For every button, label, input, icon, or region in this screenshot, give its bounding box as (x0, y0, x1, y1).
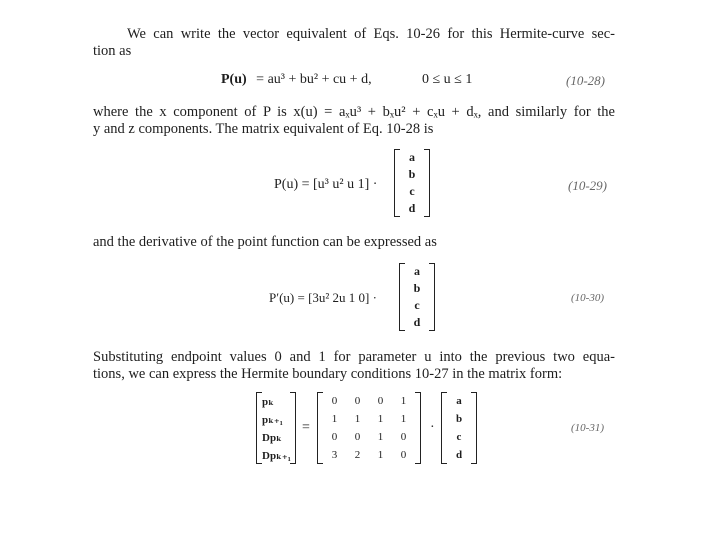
matrix-cell: 0 (400, 431, 407, 443)
matrix-cell: 1 (354, 413, 361, 425)
eq31-rhs-entry-a: a (456, 395, 462, 407)
matrix-cell: 0 (331, 395, 338, 407)
matrix-row-1 (323, 395, 415, 407)
matrix-cell: 0 (354, 431, 361, 443)
eq29-entry-b: b (408, 167, 416, 181)
subst-line-2: tions, we can express the Hermite boundary conditions 10-27 in the matrix form: (93, 366, 563, 382)
eq28-number: (10-28) (566, 73, 605, 88)
substituting-paragraph (93, 349, 615, 383)
eq29-number: (10-29) (568, 178, 607, 193)
subst-line-1: Substituting endpoint values 0 and 1 for parameter u into the previous two equa- (93, 349, 615, 365)
eq29-entry-d: d (408, 201, 416, 215)
eq31-rhs-vector (441, 392, 477, 464)
eq31-lhs-entries (262, 392, 291, 464)
matrix-cell: 0 (400, 449, 407, 461)
eq29-column-vector (394, 149, 430, 217)
matrix-row-3 (323, 431, 415, 443)
eq31-lhs-entry-4: Dpₖ₊₁ (262, 449, 291, 462)
eq30-entry-d: d (413, 315, 421, 329)
matrix-cell: 2 (354, 449, 361, 461)
eq30-entry-b: b (413, 281, 421, 295)
eq31-lhs-entry-3: Dpₖ (262, 431, 282, 444)
eq31-number: (10-31) (571, 422, 604, 434)
intro-line-1: We can write the vector equivalent of Eqs. 10-26 for this Hermite-curve sec- (127, 26, 615, 42)
matrix-cell: 1 (377, 413, 384, 425)
eq31-lhs-vector (256, 392, 296, 464)
eq29-entry-c: c (409, 184, 415, 198)
intro-paragraph (93, 26, 615, 60)
matrix-cell: 1 (377, 449, 384, 461)
eq30-number: (10-30) (571, 292, 604, 304)
matrix-cell: 0 (377, 395, 384, 407)
eq31-equals: = (302, 420, 310, 435)
where-paragraph (93, 104, 615, 138)
eq31-rhs-entry-c: c (456, 431, 462, 443)
matrix-cell: 1 (400, 413, 407, 425)
right-bracket (424, 149, 430, 217)
right-bracket (290, 392, 296, 464)
eq31-dot: · (430, 420, 435, 435)
eq28-rhs: = au³ + bu² + cu + d, (256, 72, 372, 87)
eq31-matrix-body (323, 392, 415, 464)
eq30-entry-a: a (414, 264, 420, 278)
derivative-paragraph (93, 234, 615, 251)
equation-10-28 (221, 72, 372, 88)
matrix-cell: 3 (331, 449, 338, 461)
eq28-range: 0 ≤ u ≤ 1 (422, 72, 473, 87)
eq31-rhs-entry-b: b (455, 413, 463, 425)
matrix-row-4 (323, 449, 415, 461)
right-bracket (429, 263, 435, 331)
eq31-lhs-entry-2: pₖ₊₁ (262, 413, 283, 426)
eq30-entry-c: c (414, 298, 420, 312)
deriv-line-1: and the derivative of the point function can be expressed as (93, 234, 437, 250)
eq29-entry-a: a (409, 150, 415, 164)
eq30-lhs: P′(u) = [3u² 2u 1 0] · (269, 290, 377, 305)
eq31-lhs-entry-1: pₖ (262, 395, 274, 408)
where-line-1: where the x component of P is x(u) = aₓu³ + bₓu² + cₓu + dₓ, and similarly for the (93, 104, 615, 120)
eq30-column-vector (399, 263, 435, 331)
eq31-hermite-matrix (317, 392, 421, 464)
eq28-lhs: P(u) (221, 72, 247, 87)
matrix-cell: 0 (354, 395, 361, 407)
matrix-row-2 (323, 413, 415, 425)
right-bracket (415, 392, 421, 464)
eq31-rhs-entry-d: d (455, 449, 463, 461)
matrix-cell: 0 (331, 431, 338, 443)
intro-line-2: tion as (93, 43, 132, 59)
right-bracket (471, 392, 477, 464)
where-line-2: y and z components. The matrix equivalent of Eq. 10-28 is (93, 121, 434, 137)
eq29-lhs: P(u) = [u³ u² u 1] · (274, 177, 378, 192)
matrix-cell: 1 (331, 413, 338, 425)
matrix-cell: 1 (400, 395, 407, 407)
matrix-cell: 1 (377, 431, 384, 443)
